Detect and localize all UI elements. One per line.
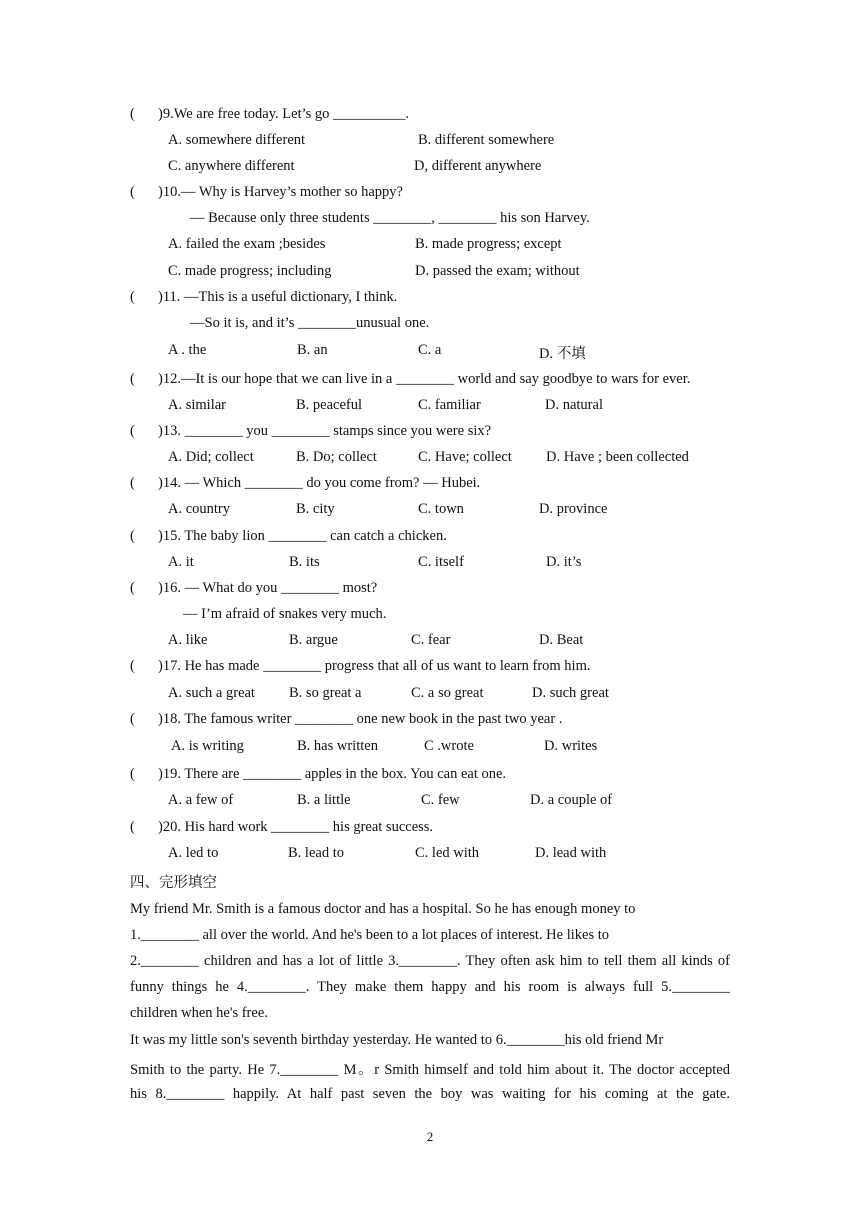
- option-c: C. few: [421, 792, 460, 808]
- option-a: A. Did; collect: [168, 449, 254, 465]
- option-b: B. Do; collect: [296, 449, 377, 465]
- option-c: C. town: [418, 501, 464, 517]
- option-d: D. a couple of: [530, 792, 613, 808]
- option-c: C. anywhere different: [168, 158, 295, 174]
- option-b: B. city: [296, 501, 335, 517]
- option-d: D. Have ; been collected: [546, 449, 689, 465]
- option-c: C .wrote: [424, 738, 474, 754]
- option-d: D. it’s: [546, 554, 582, 570]
- option-d: D. lead with: [535, 845, 607, 861]
- question-subline: — Because only three students ________, ________ his son Harvey.: [190, 210, 590, 226]
- question-stem: )13. ________ you ________ stamps since you were six?: [158, 423, 492, 439]
- answer-paren: (: [130, 766, 135, 782]
- passage-line: funny things he 4.________. They make them happy and his room is always full 5.________: [130, 979, 730, 995]
- answer-paren: (: [130, 528, 135, 544]
- passage-line: children when he's free.: [130, 1005, 268, 1021]
- question-stem: )16. — What do you ________ most?: [158, 580, 378, 596]
- answer-paren: (: [130, 658, 135, 674]
- option-d: D. passed the exam; without: [415, 263, 580, 279]
- option-d: D. Beat: [539, 632, 584, 648]
- passage-line: 1.________ all over the world. And he's been to a lot places of interest. He likes to: [130, 927, 609, 943]
- option-c: C. a: [418, 342, 442, 358]
- option-a: A . the: [168, 342, 207, 358]
- question-subline: —So it is, and it’s ________unusual one.: [190, 315, 430, 331]
- option-d: D. such great: [532, 685, 609, 701]
- question-stem: )15. The baby lion ________ can catch a chicken.: [158, 528, 447, 544]
- option-c: C. itself: [418, 554, 464, 570]
- option-b: B. lead to: [288, 845, 344, 861]
- answer-paren: (: [130, 819, 135, 835]
- question-stem: )19. There are ________ apples in the box. You can eat one.: [158, 766, 507, 782]
- option-d: D. natural: [545, 397, 603, 413]
- passage-line: 2.________ children and has a lot of little 3.________. They often ask him to tell them all kinds of: [130, 953, 730, 969]
- option-d: D. province: [539, 501, 608, 517]
- option-a: A. like: [168, 632, 208, 648]
- answer-paren: (: [130, 371, 135, 387]
- option-a: A. such a great: [168, 685, 255, 701]
- option-b: B. a little: [297, 792, 351, 808]
- question-stem: )11. —This is a useful dictionary, I think.: [158, 289, 398, 305]
- answer-paren: (: [130, 711, 135, 727]
- option-a: A. somewhere different: [168, 132, 306, 148]
- option-a: A. led to: [168, 845, 219, 861]
- question-stem: )17. He has made ________ progress that all of us want to learn from him.: [158, 658, 591, 674]
- answer-paren: (: [130, 184, 135, 200]
- option-c: C. fear: [411, 632, 451, 648]
- option-a: A. failed the exam ;besides: [168, 236, 326, 252]
- question-stem: )20. His hard work ________ his great success.: [158, 819, 434, 835]
- option-b: B. argue: [289, 632, 338, 648]
- answer-paren: (: [130, 106, 135, 122]
- question-stem: )9.We are free today. Let’s go __________.: [158, 106, 410, 122]
- option-b: B. different somewhere: [418, 132, 555, 148]
- option-c: C. familiar: [418, 397, 481, 413]
- answer-paren: (: [130, 580, 135, 596]
- question-stem: )10.— Why is Harvey’s mother so happy?: [158, 184, 403, 200]
- option-d: D. 不填: [539, 346, 586, 362]
- question-stem: )18. The famous writer ________ one new book in the past two year .: [158, 711, 563, 727]
- option-a: A. similar: [168, 397, 226, 413]
- option-a: A. a few of: [168, 792, 234, 808]
- passage-line: Smith to the party. He 7.________ M。r Smith himself and told him about it. The doctor accepted: [130, 1062, 730, 1078]
- option-b: B. so great a: [289, 685, 362, 701]
- option-b: B. its: [289, 554, 320, 570]
- section-heading: 四、完形填空: [130, 875, 217, 891]
- option-b: B. made progress; except: [415, 236, 562, 252]
- option-a: A. is writing: [171, 738, 244, 754]
- option-d: D, different anywhere: [414, 158, 542, 174]
- question-stem: )14. — Which ________ do you come from? — Hubei.: [158, 475, 481, 491]
- option-b: B. peaceful: [296, 397, 363, 413]
- option-a: A. country: [168, 501, 231, 517]
- answer-paren: (: [130, 423, 135, 439]
- option-a: A. it: [168, 554, 194, 570]
- answer-paren: (: [130, 475, 135, 491]
- option-b: B. has written: [297, 738, 378, 754]
- question-stem: )12.—It is our hope that we can live in a ________ world and say goodbye to wars for ever.: [158, 371, 691, 387]
- question-subline: — I’m afraid of snakes very much.: [183, 606, 387, 622]
- passage-line: My friend Mr. Smith is a famous doctor and has a hospital. So he has enough money to: [130, 901, 636, 917]
- answer-paren: (: [130, 289, 135, 305]
- option-c: C. made progress; including: [168, 263, 332, 279]
- option-c: C. Have; collect: [418, 449, 512, 465]
- passage-line: his 8.________ happily. At half past seven the boy was waiting for his coming at the gate.: [130, 1086, 730, 1102]
- option-c: C. a so great: [411, 685, 484, 701]
- option-b: B. an: [297, 342, 328, 358]
- page-number: 2: [426, 1129, 434, 1144]
- option-c: C. led with: [415, 845, 480, 861]
- passage-line: It was my little son's seventh birthday yesterday. He wanted to 6.________his old friend Mr: [130, 1032, 664, 1048]
- option-d: D. writes: [544, 738, 598, 754]
